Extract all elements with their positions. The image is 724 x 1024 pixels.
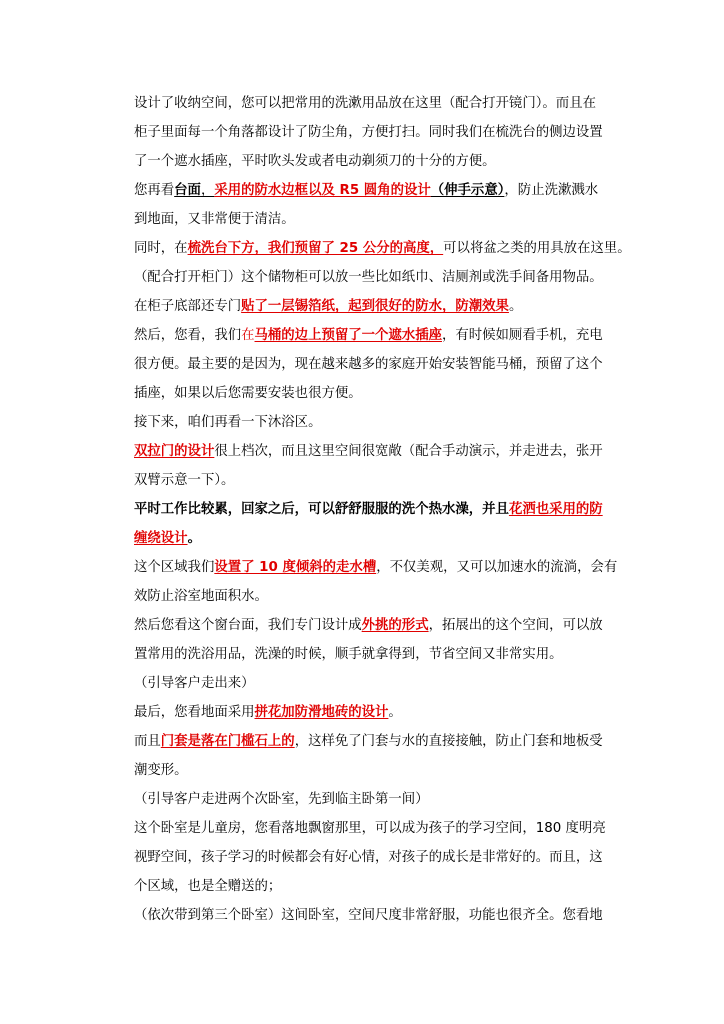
emphasized-text: 拼花加防滑地砖的设计 <box>254 705 389 720</box>
emphasized-text: 马桶的边上预留了一个遮水插座 <box>254 328 442 343</box>
text-segment: 这个区域我们 <box>134 560 215 575</box>
emphasized-text: 梳洗台下方，我们预留了 25 公分的高度， <box>187 241 444 256</box>
emphasized-text: 采用的防水边框以及 R5 圆角的设计 <box>214 183 431 198</box>
text-line <box>134 356 603 374</box>
text-line <box>134 675 255 693</box>
text-line <box>134 733 603 751</box>
text-line <box>134 617 603 635</box>
text-line <box>134 124 603 142</box>
text-segment: ，有时候如厕看手机，充电 <box>441 328 603 343</box>
text-line <box>134 298 522 316</box>
text-line <box>134 182 598 200</box>
text-line <box>134 153 496 171</box>
text-segment: 很方便。最主要的是因为，现在越来越多的家庭开始安装智能马桶，预留了这个 <box>134 357 603 372</box>
text-segment: 到地面，又非常便于清洁。 <box>134 212 295 227</box>
text-line <box>134 530 201 548</box>
text-line <box>134 762 188 780</box>
text-segment: 。 <box>508 299 523 314</box>
text-segment: ，防止洗漱溅水 <box>504 183 599 198</box>
text-segment: 双臂示意一下）。 <box>134 473 235 488</box>
text-segment: （配合打开柜门）这个储物柜可以放一些比如纸巾、洁厕剂或洗手间备用物品。 <box>134 270 603 285</box>
emphasized-text: 。 <box>187 531 201 546</box>
emphasized-text: 门套是落在门槛石上的 <box>160 734 295 749</box>
emphasized-text: 外挑的形式 <box>361 618 429 633</box>
text-line <box>134 240 631 258</box>
text-segment: 效防止浴室地面积水。 <box>134 589 268 604</box>
text-segment: 。 <box>388 705 402 720</box>
text-segment: 在柜子底部还专门 <box>134 299 242 314</box>
text-line <box>134 820 606 838</box>
text-segment: （引导客户走进两个次卧室，先到临主卧第一间） <box>134 792 429 807</box>
emphasized-text: 台面 <box>174 183 201 198</box>
text-segment: ，拓展出的这个空间，可以放 <box>428 618 603 633</box>
emphasized-text: 设置了 10 度倾斜的走水槽 <box>214 560 377 575</box>
text-segment: 然后，您看，我们 <box>134 328 242 343</box>
emphasized-text: 双拉门的设计 <box>134 444 215 459</box>
text-line <box>134 907 603 925</box>
text-segment: 最后，您看地面采用 <box>134 705 255 720</box>
text-line <box>134 269 603 287</box>
emphasized-text: 花洒也采用的防 <box>508 502 603 517</box>
emphasized-text: 贴了一层锡箔纸，起到很好的防水，防潮效果 <box>241 299 509 314</box>
text-segment: 视野空间，孩子学习的时候都会有好心情，对孩子的成长是非常好的。而且，这 <box>134 850 603 865</box>
text-segment: 然后您看这个窗台面，我们专门设计成 <box>134 618 362 633</box>
text-line <box>134 791 429 809</box>
text-line <box>134 211 295 229</box>
text-line <box>134 501 603 519</box>
text-line <box>134 414 321 432</box>
text-line <box>134 385 362 403</box>
text-line <box>134 849 603 867</box>
text-line <box>134 646 563 664</box>
text-segment: 设计了收纳空间，您可以把常用的洗漱用品放在这里（配合打开镜门）。而且在 <box>134 96 596 111</box>
text-segment: 柜子里面每一个角落都设计了防尘角，方便打扫。同时我们在梳洗台的侧边设置 <box>134 125 603 140</box>
text-segment: ，这样免了门套与水的直接接触，防止门套和地板受 <box>294 734 603 749</box>
text-segment: 而且 <box>134 734 161 749</box>
text-segment: 潮变形。 <box>134 763 188 778</box>
text-line <box>134 878 281 896</box>
emphasized-text: ， <box>200 183 215 198</box>
text-segment: 同时，在 <box>134 241 188 256</box>
text-line <box>134 327 603 345</box>
text-segment: 接下来，咱们再看一下沐浴区。 <box>134 415 322 430</box>
text-line <box>134 443 603 461</box>
text-segment: （引导客户走出来） <box>134 676 255 691</box>
emphasized-text: 缠绕设计 <box>134 531 188 546</box>
text-segment: 置常用的洗浴用品，洗澡的时候，顺手就拿得到，节省空间又非常实用。 <box>134 647 563 662</box>
text-segment: 可以将盆之类的用具放在这里。 <box>443 241 631 256</box>
text-segment: 这个卧室是儿童房，您看落地飘窗那里，可以成为孩子的学习空间，180 度明亮 <box>134 821 606 836</box>
emphasized-text: 在 <box>241 328 255 343</box>
text-segment: ，不仅美观，又可以加速水的流淌，会有 <box>376 560 618 575</box>
text-segment: （依次带到第三个卧室）这间卧室，空间尺度非常舒服，功能也很齐全。您看地 <box>134 908 603 923</box>
text-line <box>134 559 617 577</box>
text-segment: 插座，如果以后您需要安装也很方便。 <box>134 386 362 401</box>
text-line <box>134 95 596 113</box>
emphasized-text: 平时工作比较累，回家之后，可以舒舒服服的洗个热水澡，并且 <box>134 502 509 517</box>
text-segment: 很上档次，而且这里空间很宽敞（配合手动演示，并走进去，张开 <box>214 444 603 459</box>
text-segment: 了一个遮水插座，平时吹头发或者电动剃须刀的十分的方便。 <box>134 154 496 169</box>
text-segment: 您再看 <box>134 183 175 198</box>
emphasized-text: （伸手示意） <box>430 183 505 198</box>
text-line <box>134 472 234 490</box>
text-line <box>134 588 268 606</box>
text-line <box>134 704 402 722</box>
text-segment: 个区域，也是全赠送的； <box>134 879 282 894</box>
